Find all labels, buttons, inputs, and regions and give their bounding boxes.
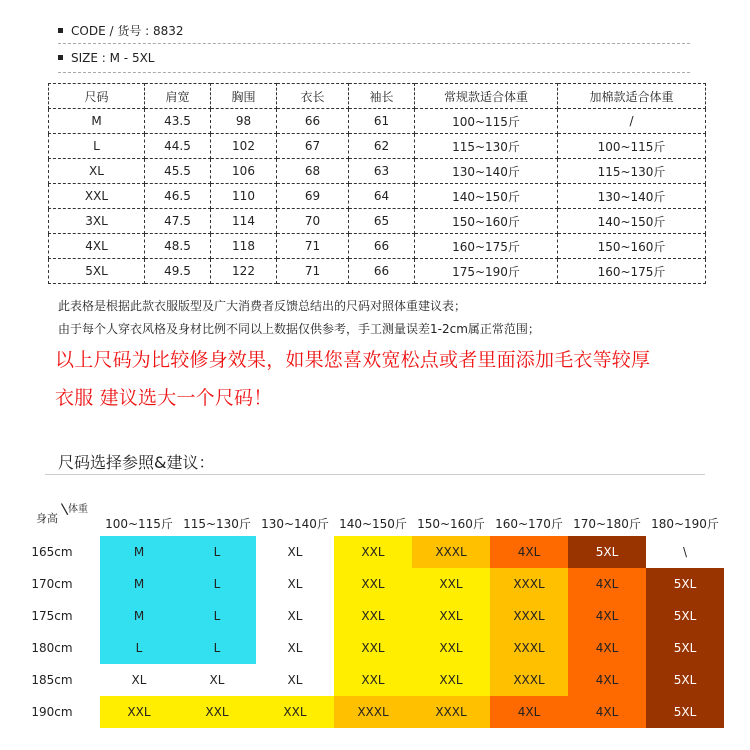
size-cell: XXXL <box>490 600 568 632</box>
table-cell: 115~130斤 <box>415 134 558 159</box>
weight-column-label: 160~170斤 <box>495 517 563 531</box>
size-cell: 4XL <box>568 568 646 600</box>
weight-column-label: 140~150斤 <box>339 517 407 531</box>
size-cell: XL <box>256 568 334 600</box>
corner-weight-label: 体重 <box>68 504 88 515</box>
size-cell: 4XL <box>568 696 646 728</box>
size-cell: XXL <box>334 632 412 664</box>
size-cell: XXL <box>412 568 490 600</box>
size-cell: XXXL <box>490 568 568 600</box>
size-cell: XXXL <box>490 664 568 696</box>
table-cell: 100~115斤 <box>558 134 706 159</box>
table-cell: 62 <box>349 134 415 159</box>
table-cell: 160~175斤 <box>558 259 706 284</box>
size-cell: XXXL <box>334 696 412 728</box>
size-cell: XL <box>256 536 334 568</box>
table-cell: 68 <box>277 159 349 184</box>
table-row <box>49 134 706 159</box>
table-cell: XL <box>49 159 145 184</box>
table-cell: 118 <box>211 234 277 259</box>
table-cell: 102 <box>211 134 277 159</box>
size-cell: XXXL <box>412 536 490 568</box>
divider <box>58 72 690 73</box>
table-cell: 66 <box>277 109 349 134</box>
table-cell: 65 <box>349 209 415 234</box>
size-cell: 5XL <box>646 664 724 696</box>
table-cell: 71 <box>277 234 349 259</box>
weight-column-label: 150~160斤 <box>417 517 485 531</box>
table-cell: 61 <box>349 109 415 134</box>
table-cell: 67 <box>277 134 349 159</box>
table-cell: 115~130斤 <box>558 159 706 184</box>
warning-line-1: 以上尺码为比较修身效果，如果您喜欢宽松点或者里面添加毛衣等较厚 <box>55 349 651 371</box>
size-cell: XL <box>256 632 334 664</box>
size-cell: XXL <box>256 696 334 728</box>
size-cell: XXL <box>100 696 178 728</box>
table-cell: 100~115斤 <box>415 109 558 134</box>
size-cell: XXL <box>412 664 490 696</box>
size-cell: M <box>100 536 178 568</box>
weight-column-label: 170~180斤 <box>573 517 641 531</box>
size-cell: XXL <box>334 600 412 632</box>
size-cell: XXL <box>334 568 412 600</box>
size-cell: XXXL <box>490 632 568 664</box>
table-row <box>49 159 706 184</box>
table-cell: 44.5 <box>145 134 211 159</box>
table-row <box>49 109 706 134</box>
warning-line-2: 衣服 建议选大一个尺码！ <box>55 387 273 409</box>
table-cell: 122 <box>211 259 277 284</box>
size-cell: XL <box>256 600 334 632</box>
size-cell: L <box>100 632 178 664</box>
size-cell: \ <box>646 536 724 568</box>
table-cell: 140~150斤 <box>558 209 706 234</box>
size-cell: XXL <box>178 696 256 728</box>
height-row-label: 165cm <box>31 545 73 559</box>
table-cell: 63 <box>349 159 415 184</box>
table-cell: L <box>49 134 145 159</box>
bullet-icon <box>58 28 63 33</box>
table-cell: 175~190斤 <box>415 259 558 284</box>
weight-column-label: 100~115斤 <box>105 517 173 531</box>
table-cell: 98 <box>211 109 277 134</box>
height-row-label: 175cm <box>31 609 73 623</box>
height-row-label: 170cm <box>31 577 73 591</box>
height-row-label: 180cm <box>31 641 73 655</box>
size-cell: M <box>100 600 178 632</box>
table-cell: 66 <box>349 234 415 259</box>
height-row-label: 190cm <box>31 705 73 719</box>
weight-column-label: 130~140斤 <box>261 517 329 531</box>
note-line-2: 由于每个人穿衣风格及身材比例不同以上数据仅供参考，手工测量误差1-2cm属正常范围； <box>58 322 540 336</box>
column-header: 胸围 <box>211 84 277 109</box>
table-cell: 69 <box>277 184 349 209</box>
table-cell: 4XL <box>49 234 145 259</box>
corner-height-label: 身高 <box>36 512 58 525</box>
size-cell: XXL <box>412 632 490 664</box>
column-header: 加棉款适合体重 <box>558 84 706 109</box>
table-header-row <box>49 84 706 109</box>
product-code <box>58 22 184 39</box>
size-cell: XXXL <box>412 696 490 728</box>
size-cell: 5XL <box>646 600 724 632</box>
table-cell: 64 <box>349 184 415 209</box>
size-cell: XL <box>178 664 256 696</box>
size-cell: 4XL <box>568 664 646 696</box>
size-cell: XL <box>256 664 334 696</box>
size-cell: L <box>178 632 256 664</box>
table-cell: XXL <box>49 184 145 209</box>
table-cell: 49.5 <box>145 259 211 284</box>
note-line-1: 此表格是根据此款衣服版型及广大消费者反馈总结出的尺码对照体重建议表； <box>58 299 467 313</box>
size-cell: 5XL <box>568 536 646 568</box>
table-cell: M <box>49 109 145 134</box>
size-cell: L <box>178 568 256 600</box>
divider <box>58 43 690 44</box>
table-cell: 43.5 <box>145 109 211 134</box>
table-row <box>49 234 706 259</box>
table-cell: 45.5 <box>145 159 211 184</box>
table-cell: 130~140斤 <box>558 184 706 209</box>
table-row <box>49 259 706 284</box>
table-cell: 114 <box>211 209 277 234</box>
size-range <box>58 51 154 65</box>
corner-slash: \ <box>60 499 69 519</box>
divider <box>45 474 705 475</box>
table-cell: 5XL <box>49 259 145 284</box>
size-cell: 4XL <box>490 696 568 728</box>
size-cell: XXL <box>412 600 490 632</box>
table-cell: 130~140斤 <box>415 159 558 184</box>
table-cell: 66 <box>349 259 415 284</box>
size-cell: XXL <box>334 536 412 568</box>
size-cell: L <box>178 600 256 632</box>
size-cell: XL <box>100 664 178 696</box>
chart-title: 尺码选择参照&建议： <box>58 453 215 472</box>
table-cell: 47.5 <box>145 209 211 234</box>
bullet-icon <box>58 55 63 60</box>
table-row <box>49 184 706 209</box>
size-cell: 5XL <box>646 632 724 664</box>
weight-column-label: 180~190斤 <box>651 517 719 531</box>
size-table <box>48 83 706 284</box>
table-cell: 48.5 <box>145 234 211 259</box>
table-cell: 110 <box>211 184 277 209</box>
column-header: 常规款适合体重 <box>415 84 558 109</box>
code-label: CODE / 货号 : 8832 <box>71 24 184 38</box>
table-cell: 160~175斤 <box>415 234 558 259</box>
size-cell: 4XL <box>490 536 568 568</box>
table-cell: 106 <box>211 159 277 184</box>
table-cell: 3XL <box>49 209 145 234</box>
column-header: 尺码 <box>49 84 145 109</box>
size-cell: 4XL <box>568 600 646 632</box>
size-cell: 5XL <box>646 696 724 728</box>
table-cell: 150~160斤 <box>415 209 558 234</box>
table-cell: 71 <box>277 259 349 284</box>
table-cell: 70 <box>277 209 349 234</box>
size-cell: M <box>100 568 178 600</box>
table-cell: 46.5 <box>145 184 211 209</box>
size-cell: 4XL <box>568 632 646 664</box>
size-cell: XXL <box>334 664 412 696</box>
size-cell: L <box>178 536 256 568</box>
size-label: SIZE : M - 5XL <box>71 51 155 65</box>
table-cell: / <box>558 109 706 134</box>
size-cell: 5XL <box>646 568 724 600</box>
weight-column-label: 115~130斤 <box>183 517 251 531</box>
height-row-label: 185cm <box>31 673 73 687</box>
column-header: 肩宽 <box>145 84 211 109</box>
column-header: 袖长 <box>349 84 415 109</box>
table-cell: 140~150斤 <box>415 184 558 209</box>
table-cell: 150~160斤 <box>558 234 706 259</box>
table-row <box>49 209 706 234</box>
column-header: 衣长 <box>277 84 349 109</box>
